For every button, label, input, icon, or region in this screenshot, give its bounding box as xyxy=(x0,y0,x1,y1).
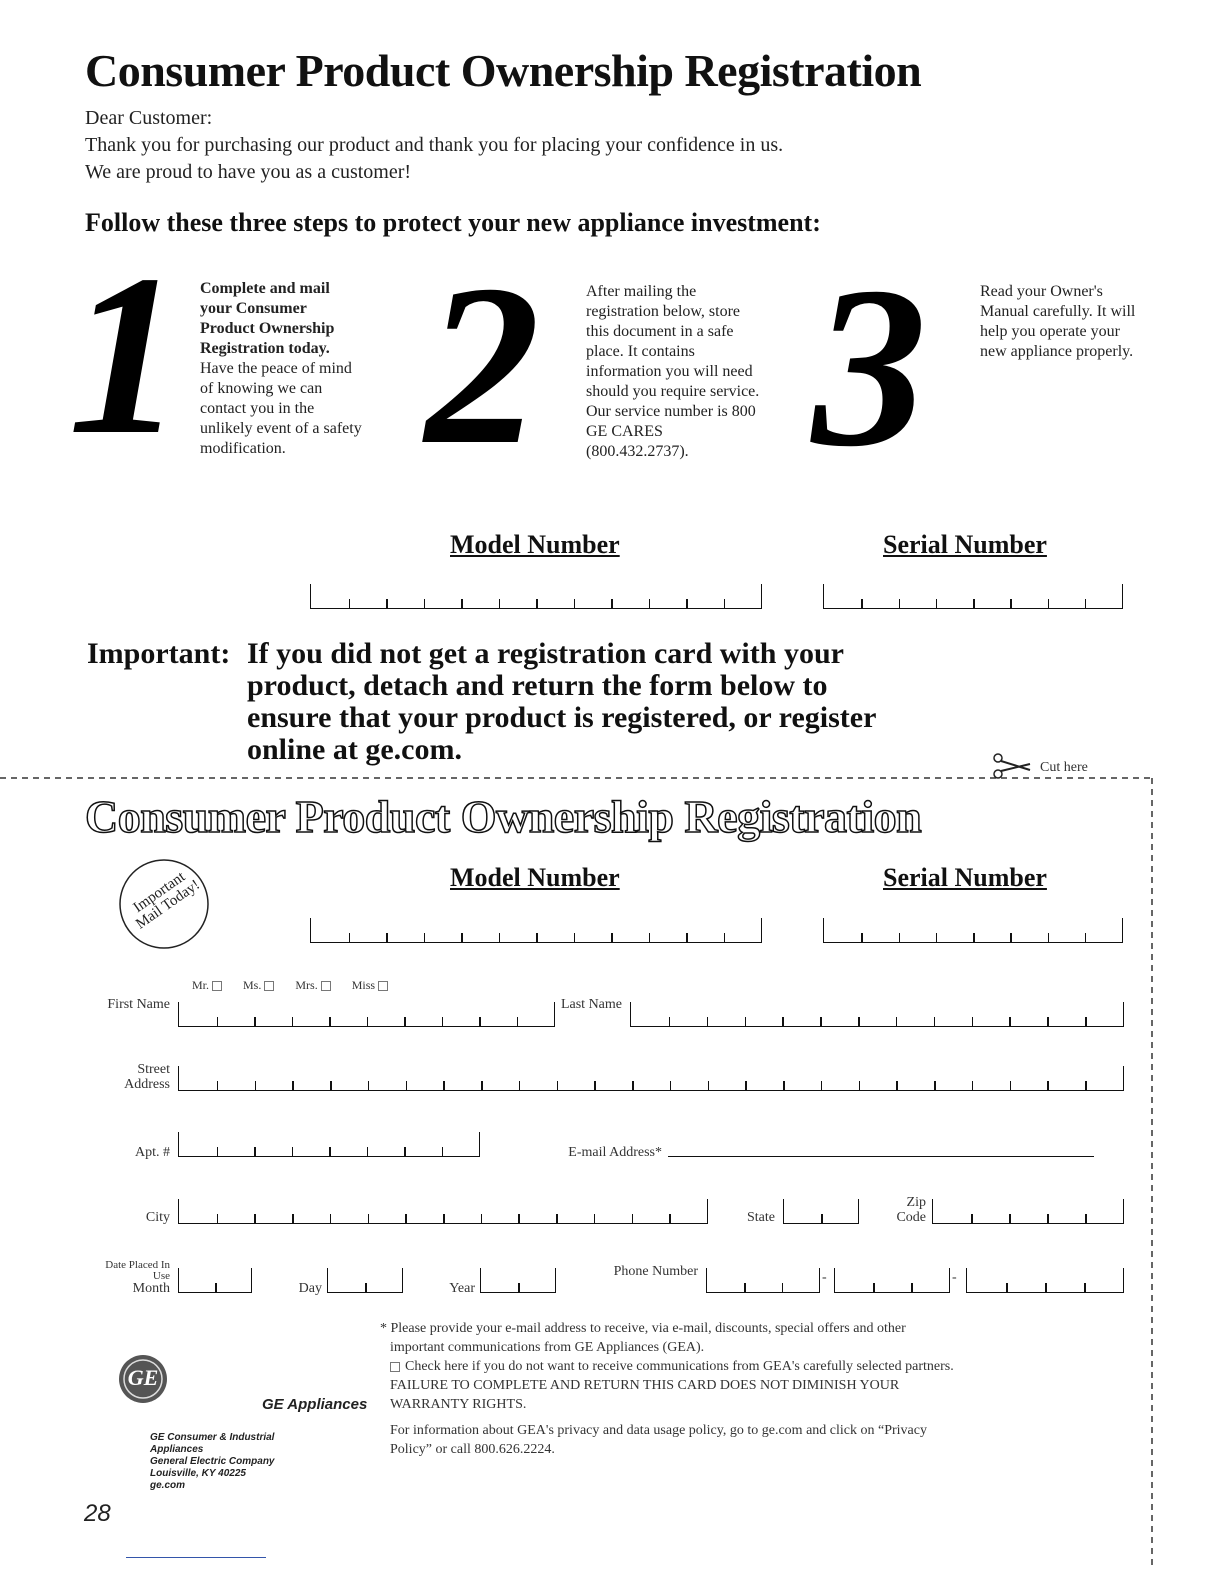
model-number-heading: Model Number xyxy=(450,530,620,559)
box-divider xyxy=(1048,933,1050,942)
box-divider xyxy=(424,933,426,942)
box-divider xyxy=(632,1214,634,1223)
step-2-text: After mailing the registration below, store this document in a safe place. It contains information you will need should you require service. Our service number is 800 GE CARES (800.432.2737). xyxy=(586,283,760,460)
form-model-number-field[interactable] xyxy=(310,918,762,943)
step-1-bold: Complete and mail your Consumer Product Ownership Registration today. xyxy=(200,280,335,357)
optout-text: Check here if you do not want to receive communications from GEA's carefully selected partners. xyxy=(405,1359,954,1374)
box-divider xyxy=(424,599,426,608)
box-divider xyxy=(255,1081,257,1090)
privacy-line-2: Policy” or call 800.626.2224. xyxy=(390,1442,555,1457)
city-label: City xyxy=(145,1210,170,1225)
step-1-number: 1 xyxy=(68,227,183,482)
ge-address xyxy=(150,1432,275,1492)
failure-line-2: WARRANTY RIGHTS. xyxy=(390,1397,527,1412)
box-divider xyxy=(329,1017,331,1026)
important-label: Important: xyxy=(87,637,231,670)
box-divider xyxy=(821,1081,823,1090)
addr-line-2: Appliances xyxy=(150,1444,204,1455)
email-note-line-2: important communications from GE Appliances (GEA). xyxy=(390,1340,705,1355)
addr-line-4: Louisville, KY 40225 xyxy=(150,1468,246,1479)
box-divider xyxy=(292,1017,294,1026)
thanks-line: Thank you for purchasing our product and thank you for placing your confidence in us. xyxy=(85,134,784,156)
box-divider xyxy=(873,1283,875,1292)
date-placed-label: Date Placed In Use xyxy=(105,1259,170,1282)
phone-dash-1: - xyxy=(822,1270,827,1285)
box-divider xyxy=(517,1017,519,1026)
checkbox-ms[interactable] xyxy=(264,981,274,991)
box-divider xyxy=(292,1081,294,1090)
box-divider xyxy=(1006,1283,1008,1292)
box-divider xyxy=(1010,599,1012,608)
box-divider xyxy=(442,1147,444,1156)
box-divider xyxy=(217,1214,219,1223)
steps-heading: Follow these three steps to protect your new appliance investment: xyxy=(85,208,821,237)
important-text xyxy=(247,638,967,766)
phone-prefix-field[interactable] xyxy=(834,1268,950,1293)
year-field[interactable] xyxy=(480,1268,556,1293)
cut-here-label: Cut here xyxy=(1040,760,1088,775)
box-divider xyxy=(329,1147,331,1156)
box-divider xyxy=(406,1081,408,1090)
box-divider xyxy=(349,933,351,942)
box-divider xyxy=(386,933,388,942)
box-divider xyxy=(481,1214,483,1223)
box-divider xyxy=(899,599,901,608)
title-mrs: Mrs. xyxy=(295,978,318,992)
box-divider xyxy=(443,1081,445,1090)
box-divider xyxy=(557,1081,559,1090)
box-divider xyxy=(518,1214,520,1223)
zip-label: Zip Code xyxy=(896,1195,926,1225)
box-divider xyxy=(368,1214,370,1223)
apt-field[interactable] xyxy=(178,1132,480,1157)
box-divider xyxy=(404,1017,406,1026)
greeting: Dear Customer: xyxy=(85,107,213,129)
state-field[interactable] xyxy=(783,1199,859,1224)
box-divider xyxy=(217,1081,219,1090)
year-label: Year xyxy=(449,1281,475,1296)
first-name-field[interactable] xyxy=(178,1002,555,1027)
box-divider xyxy=(632,1081,634,1090)
box-divider xyxy=(649,599,651,608)
model-number-field[interactable] xyxy=(310,584,762,609)
box-divider xyxy=(1085,599,1087,608)
box-divider xyxy=(481,1081,483,1090)
box-divider xyxy=(934,1081,936,1090)
box-divider xyxy=(708,1081,710,1090)
box-divider xyxy=(367,1147,369,1156)
box-divider xyxy=(536,933,538,942)
box-divider xyxy=(330,1081,332,1090)
box-divider xyxy=(670,1081,672,1090)
scissors-icon xyxy=(990,752,1032,782)
box-divider xyxy=(861,599,863,608)
ge-appliances-brand: GE Appliances xyxy=(262,1396,368,1413)
box-divider xyxy=(1085,1017,1087,1026)
box-divider xyxy=(1047,1081,1049,1090)
box-divider xyxy=(1009,1214,1011,1223)
first-name-label: First Name xyxy=(107,997,170,1012)
privacy-line-1: For information about GEA's privacy and data usage policy, go to ge.com and click on “Privacy xyxy=(390,1423,927,1438)
box-divider xyxy=(972,1017,974,1026)
title-miss: Miss xyxy=(351,978,376,992)
box-divider xyxy=(861,933,863,942)
box-divider xyxy=(669,1017,671,1026)
phone-area-field[interactable] xyxy=(706,1268,820,1293)
box-divider xyxy=(292,1147,294,1156)
box-divider xyxy=(367,1017,369,1026)
box-divider xyxy=(574,933,576,942)
box-divider xyxy=(896,1017,898,1026)
box-divider xyxy=(611,933,613,942)
box-divider xyxy=(707,1017,709,1026)
last-name-field[interactable] xyxy=(630,1002,1124,1027)
box-divider xyxy=(783,1081,785,1090)
zip-field[interactable] xyxy=(932,1199,1124,1224)
box-divider xyxy=(745,1081,747,1090)
box-divider xyxy=(461,933,463,942)
addr-line-1: GE Consumer & Industrial xyxy=(150,1432,275,1443)
checkbox-mrs[interactable] xyxy=(321,981,331,991)
important-line-3: ensure that your product is registered, or register xyxy=(247,701,877,734)
box-divider xyxy=(899,933,901,942)
serial-number-field[interactable] xyxy=(823,584,1123,609)
title-ms: Ms. xyxy=(243,978,262,992)
box-divider xyxy=(349,599,351,608)
important-line-1: If you did not get a registration card with your xyxy=(247,637,844,670)
serial-number-heading: Serial Number xyxy=(883,530,1047,559)
box-divider xyxy=(254,1017,256,1026)
box-divider xyxy=(1010,1081,1012,1090)
box-divider xyxy=(973,933,975,942)
box-divider xyxy=(971,1214,973,1223)
box-divider xyxy=(669,1214,671,1223)
box-divider xyxy=(686,599,688,608)
email-field[interactable] xyxy=(668,1156,1094,1157)
box-divider xyxy=(936,933,938,942)
street-address-field[interactable] xyxy=(178,1066,1124,1091)
box-divider xyxy=(365,1283,367,1292)
box-divider xyxy=(911,1283,913,1292)
box-divider xyxy=(686,933,688,942)
optout-checkbox[interactable] xyxy=(390,1362,400,1372)
box-divider xyxy=(1085,933,1087,942)
city-field[interactable] xyxy=(178,1199,708,1224)
box-divider xyxy=(724,933,726,942)
email-note xyxy=(380,1319,1120,1459)
step-3-number: 3 xyxy=(812,239,927,494)
box-divider xyxy=(499,933,501,942)
box-divider xyxy=(330,1214,332,1223)
form-model-heading: Model Number xyxy=(450,863,620,892)
apt-label: Apt. # xyxy=(135,1145,170,1160)
ge-logo-text: GE xyxy=(127,1365,159,1390)
box-divider xyxy=(744,1283,746,1292)
box-divider xyxy=(972,1081,974,1090)
box-divider xyxy=(1047,1214,1049,1223)
footer-rule xyxy=(126,1557,266,1558)
box-divider xyxy=(1085,1214,1087,1223)
box-divider xyxy=(518,1283,520,1292)
box-divider xyxy=(858,1017,860,1026)
box-divider xyxy=(1010,933,1012,942)
box-divider xyxy=(443,1214,445,1223)
page-title: Consumer Product Ownership Registration xyxy=(85,45,922,96)
box-divider xyxy=(649,933,651,942)
step-1-text xyxy=(200,279,365,459)
box-divider xyxy=(442,1017,444,1026)
page-number: 28 xyxy=(84,1500,111,1527)
month-field[interactable] xyxy=(178,1268,252,1293)
box-divider xyxy=(499,599,501,608)
box-divider xyxy=(1084,1283,1086,1292)
state-label: State xyxy=(747,1210,775,1225)
month-label: Month xyxy=(132,1281,170,1296)
checkbox-mr[interactable] xyxy=(212,981,222,991)
step-2-number: 2 xyxy=(425,237,540,492)
box-divider xyxy=(574,599,576,608)
box-divider xyxy=(936,599,938,608)
box-divider xyxy=(745,1017,747,1026)
box-divider xyxy=(217,1017,219,1026)
box-divider xyxy=(215,1283,217,1292)
box-divider xyxy=(859,1081,861,1090)
box-divider xyxy=(820,1017,822,1026)
step-3-text: Read your Owner's Manual carefully. It will help you operate your new appliance properly. xyxy=(980,283,1136,360)
email-label: E-mail Address* xyxy=(568,1145,662,1160)
day-label: Day xyxy=(298,1281,322,1296)
important-line-2: product, detach and return the form below to xyxy=(247,669,828,702)
day-field[interactable] xyxy=(327,1268,403,1293)
box-divider xyxy=(479,1017,481,1026)
important-line-4: online at ge.com. xyxy=(247,733,462,766)
partner-optout xyxy=(380,1357,1120,1376)
box-divider xyxy=(594,1081,596,1090)
street-address-label: Street Address xyxy=(124,1062,170,1092)
box-divider xyxy=(254,1214,256,1223)
addr-line-5: ge.com xyxy=(150,1480,186,1491)
box-divider xyxy=(405,1214,407,1223)
box-divider xyxy=(1009,1017,1011,1026)
box-divider xyxy=(611,599,613,608)
box-divider xyxy=(1048,599,1050,608)
stamp-text: Important Mail Today! xyxy=(130,868,203,933)
box-divider xyxy=(896,1081,898,1090)
box-divider xyxy=(254,1147,256,1156)
phone-line-field[interactable] xyxy=(966,1268,1124,1293)
box-divider xyxy=(404,1147,406,1156)
box-divider xyxy=(536,599,538,608)
last-name-label: Last Name xyxy=(560,997,622,1012)
title-options xyxy=(192,978,388,993)
box-divider xyxy=(1045,1283,1047,1292)
title-mr: Mr. xyxy=(192,978,210,992)
box-divider xyxy=(782,1283,784,1292)
box-divider xyxy=(782,1017,784,1026)
box-divider xyxy=(1047,1017,1049,1026)
phone-label: Phone Number xyxy=(613,1264,698,1279)
phone-dash-2: - xyxy=(952,1270,957,1285)
form-serial-heading: Serial Number xyxy=(883,863,1047,892)
box-divider xyxy=(1085,1081,1087,1090)
box-divider xyxy=(386,599,388,608)
form-serial-number-field[interactable] xyxy=(823,918,1123,943)
box-divider xyxy=(556,1214,558,1223)
step-1-body: Have the peace of mind of knowing we can contact you in the unlikely event of a safety modification. xyxy=(200,360,362,457)
box-divider xyxy=(461,599,463,608)
checkbox-miss[interactable] xyxy=(378,981,388,991)
form-title: Consumer Product Ownership Registration xyxy=(85,791,922,842)
box-divider xyxy=(821,1214,823,1223)
proud-line: We are proud to have you as a customer! xyxy=(85,161,412,183)
box-divider xyxy=(292,1214,294,1223)
email-note-line-1: * Please provide your e-mail address to receive, via e-mail, discounts, special offers and other xyxy=(380,1321,906,1336)
box-divider xyxy=(724,599,726,608)
box-divider xyxy=(934,1017,936,1026)
box-divider xyxy=(217,1147,219,1156)
box-divider xyxy=(594,1214,596,1223)
box-divider xyxy=(973,599,975,608)
failure-line-1: FAILURE TO COMPLETE AND RETURN THIS CARD DOES NOT DIMINISH YOUR xyxy=(390,1378,900,1393)
addr-line-3: General Electric Company xyxy=(150,1456,275,1467)
box-divider xyxy=(519,1081,521,1090)
box-divider xyxy=(368,1081,370,1090)
